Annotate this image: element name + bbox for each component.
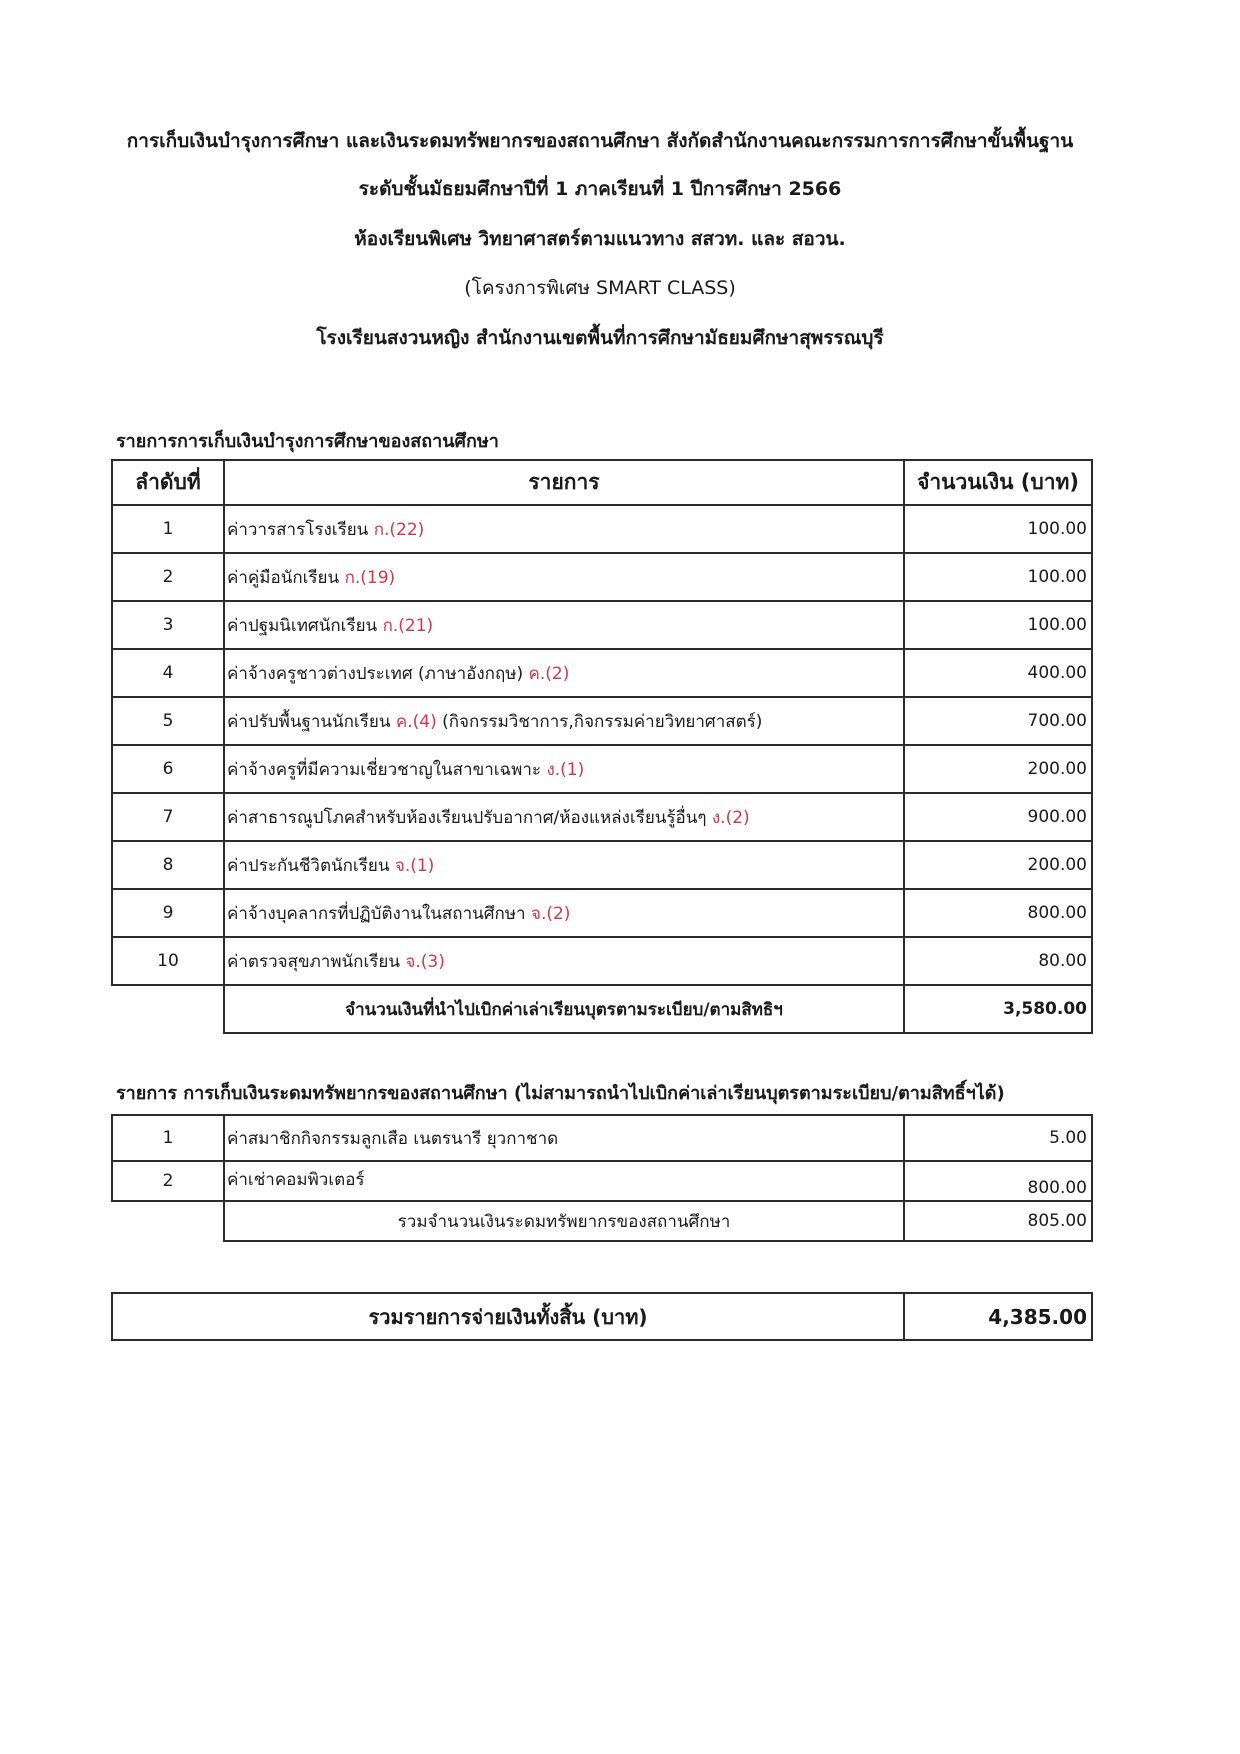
section-1-total-label: จำนวนเงินที่นำไปเบิกค่าเล่าเรียนบุตรตามระเบียบ/ตามสิทธิฯ	[224, 985, 904, 1033]
grand-total-row	[112, 1293, 1092, 1340]
document-title-line-1: การเก็บเงินบำรุงการศึกษา และเงินระดมทรัพยากรของสถานศึกษา สังกัดสำนักงานคณะกรรมการการศึกษาขั้นพื้นฐาน	[126, 130, 1074, 152]
row-no: 2	[112, 1161, 224, 1201]
grand-total-label: รวมรายการจ่ายเงินทั้งสิ้น (บาท)	[112, 1293, 904, 1340]
fee-table	[111, 459, 1093, 1034]
row-no: 1	[112, 1115, 224, 1161]
table-row	[112, 1161, 1092, 1201]
item-text: ค่าประกันชีวิตนักเรียน	[227, 855, 395, 876]
item-code: จ.(1)	[394, 855, 435, 876]
row-amount: 900.00	[904, 793, 1092, 841]
item-code: ก.(21)	[382, 615, 434, 636]
item-extra: (กิจกรรมวิชาการ,กิจกรรมค่ายวิทยาศาสตร์)	[436, 711, 763, 732]
table-row	[112, 601, 1092, 649]
row-no: 9	[112, 889, 224, 937]
row-item	[224, 697, 904, 745]
row-item	[224, 745, 904, 793]
section-2-total-row	[112, 1201, 1092, 1241]
item-code: จ.(2)	[530, 903, 571, 924]
item-text: ค่าจ้างครูที่มีความเชี่ยวชาญในสาขาเฉพาะ	[227, 759, 547, 780]
item-text: ค่าปรับพื้นฐานนักเรียน	[227, 711, 396, 732]
row-amount: 200.00	[904, 745, 1092, 793]
row-item: ค่าเช่าคอมพิวเตอร์	[224, 1161, 904, 1201]
table-row	[112, 697, 1092, 745]
row-item	[224, 505, 904, 553]
document-title-line-4: (โครงการพิเศษ SMART CLASS)	[464, 277, 736, 299]
row-item: ค่าสมาชิกกิจกรรมลูกเสือ เนตรนารี ยุวกาชาด	[224, 1115, 904, 1161]
row-item	[224, 937, 904, 985]
row-no: 3	[112, 601, 224, 649]
column-header-amount: จำนวนเงิน (บาท)	[904, 460, 1092, 505]
table-row	[112, 505, 1092, 553]
row-item	[224, 889, 904, 937]
table-row	[112, 793, 1092, 841]
row-amount: 700.00	[904, 697, 1092, 745]
section-1-title: รายการการเก็บเงินบำรุงการศึกษาของสถานศึกษา	[116, 431, 499, 452]
item-code: จ.(3)	[405, 951, 445, 972]
column-header-no: ลำดับที่	[112, 460, 224, 505]
table-row	[112, 937, 1092, 985]
row-item	[224, 841, 904, 889]
grand-total-table	[111, 1292, 1093, 1341]
item-code: ก.(19)	[344, 567, 396, 588]
table-row	[112, 553, 1092, 601]
row-no: 7	[112, 793, 224, 841]
document-title-line-5: โรงเรียนสงวนหญิง สำนักงานเขตพื้นที่การศึกษามัธยมศึกษาสุพรรณบุรี	[316, 327, 884, 349]
item-text: ค่าสาธารณูปโภคสำหรับห้องเรียนปรับอากาศ/ห้องแหล่งเรียนรู้อื่นๆ	[227, 807, 712, 828]
item-code: ค.(2)	[528, 663, 570, 684]
row-amount: 800.00	[904, 889, 1092, 937]
item-code: ก.(22)	[373, 519, 425, 540]
item-text: ค่าปฐมนิเทศนักเรียน	[227, 615, 383, 636]
table-row	[112, 745, 1092, 793]
document-title-line-2: ระดับชั้นมัธยมศึกษาปีที่ 1 ภาคเรียนที่ 1 ปีการศึกษา 2566	[358, 178, 842, 200]
row-amount: 100.00	[904, 553, 1092, 601]
table-row	[112, 649, 1092, 697]
row-amount: 5.00	[904, 1115, 1092, 1161]
table-row	[112, 889, 1092, 937]
row-item	[224, 793, 904, 841]
row-no: 1	[112, 505, 224, 553]
section-1-total-amount: 3,580.00	[904, 985, 1092, 1033]
section-1-total-row	[112, 985, 1092, 1033]
row-no: 8	[112, 841, 224, 889]
item-text: ค่าจ้างครูชาวต่างประเทศ (ภาษาอังกฤษ)	[227, 663, 529, 684]
item-text: ค่าตรวจสุขภาพนักเรียน	[227, 951, 406, 972]
item-code: ง.(2)	[711, 807, 750, 828]
grand-total-amount: 4,385.00	[904, 1293, 1092, 1340]
row-amount: 100.00	[904, 601, 1092, 649]
item-text: ค่าคู่มือนักเรียน	[227, 567, 345, 588]
row-item	[224, 553, 904, 601]
document-title-line-3: ห้องเรียนพิเศษ วิทยาศาสตร์ตามแนวทาง สสวท. และ สอวน.	[354, 228, 846, 250]
row-amount: 200.00	[904, 841, 1092, 889]
row-no: 10	[112, 937, 224, 985]
column-header-item: รายการ	[224, 460, 904, 505]
row-no: 6	[112, 745, 224, 793]
row-amount: 100.00	[904, 505, 1092, 553]
row-amount: 400.00	[904, 649, 1092, 697]
table-header-row	[112, 460, 1092, 505]
item-code: ง.(1)	[546, 759, 585, 780]
section-2-title: รายการ การเก็บเงินระดมทรัพยากรของสถานศึกษา (ไม่สามารถนำไปเบิกค่าเล่าเรียนบุตรตามระเบียบ/ตามสิทธิ์ฯได้)	[116, 1083, 1005, 1104]
table-row	[112, 841, 1092, 889]
row-amount: 800.00	[904, 1161, 1092, 1201]
section-2-total-label: รวมจำนวนเงินระดมทรัพยากรของสถานศึกษา	[224, 1201, 904, 1241]
row-no: 5	[112, 697, 224, 745]
row-item	[224, 601, 904, 649]
section-2-total-amount: 805.00	[904, 1201, 1092, 1241]
item-text: ค่าจ้างบุคลากรที่ปฏิบัติงานในสถานศึกษา	[227, 903, 531, 924]
item-text: ค่าวารสารโรงเรียน	[227, 519, 374, 540]
table-row	[112, 1115, 1092, 1161]
resource-table	[111, 1114, 1093, 1242]
item-code: ค.(4)	[395, 711, 437, 732]
row-item	[224, 649, 904, 697]
row-amount: 80.00	[904, 937, 1092, 985]
row-no: 2	[112, 553, 224, 601]
row-no: 4	[112, 649, 224, 697]
